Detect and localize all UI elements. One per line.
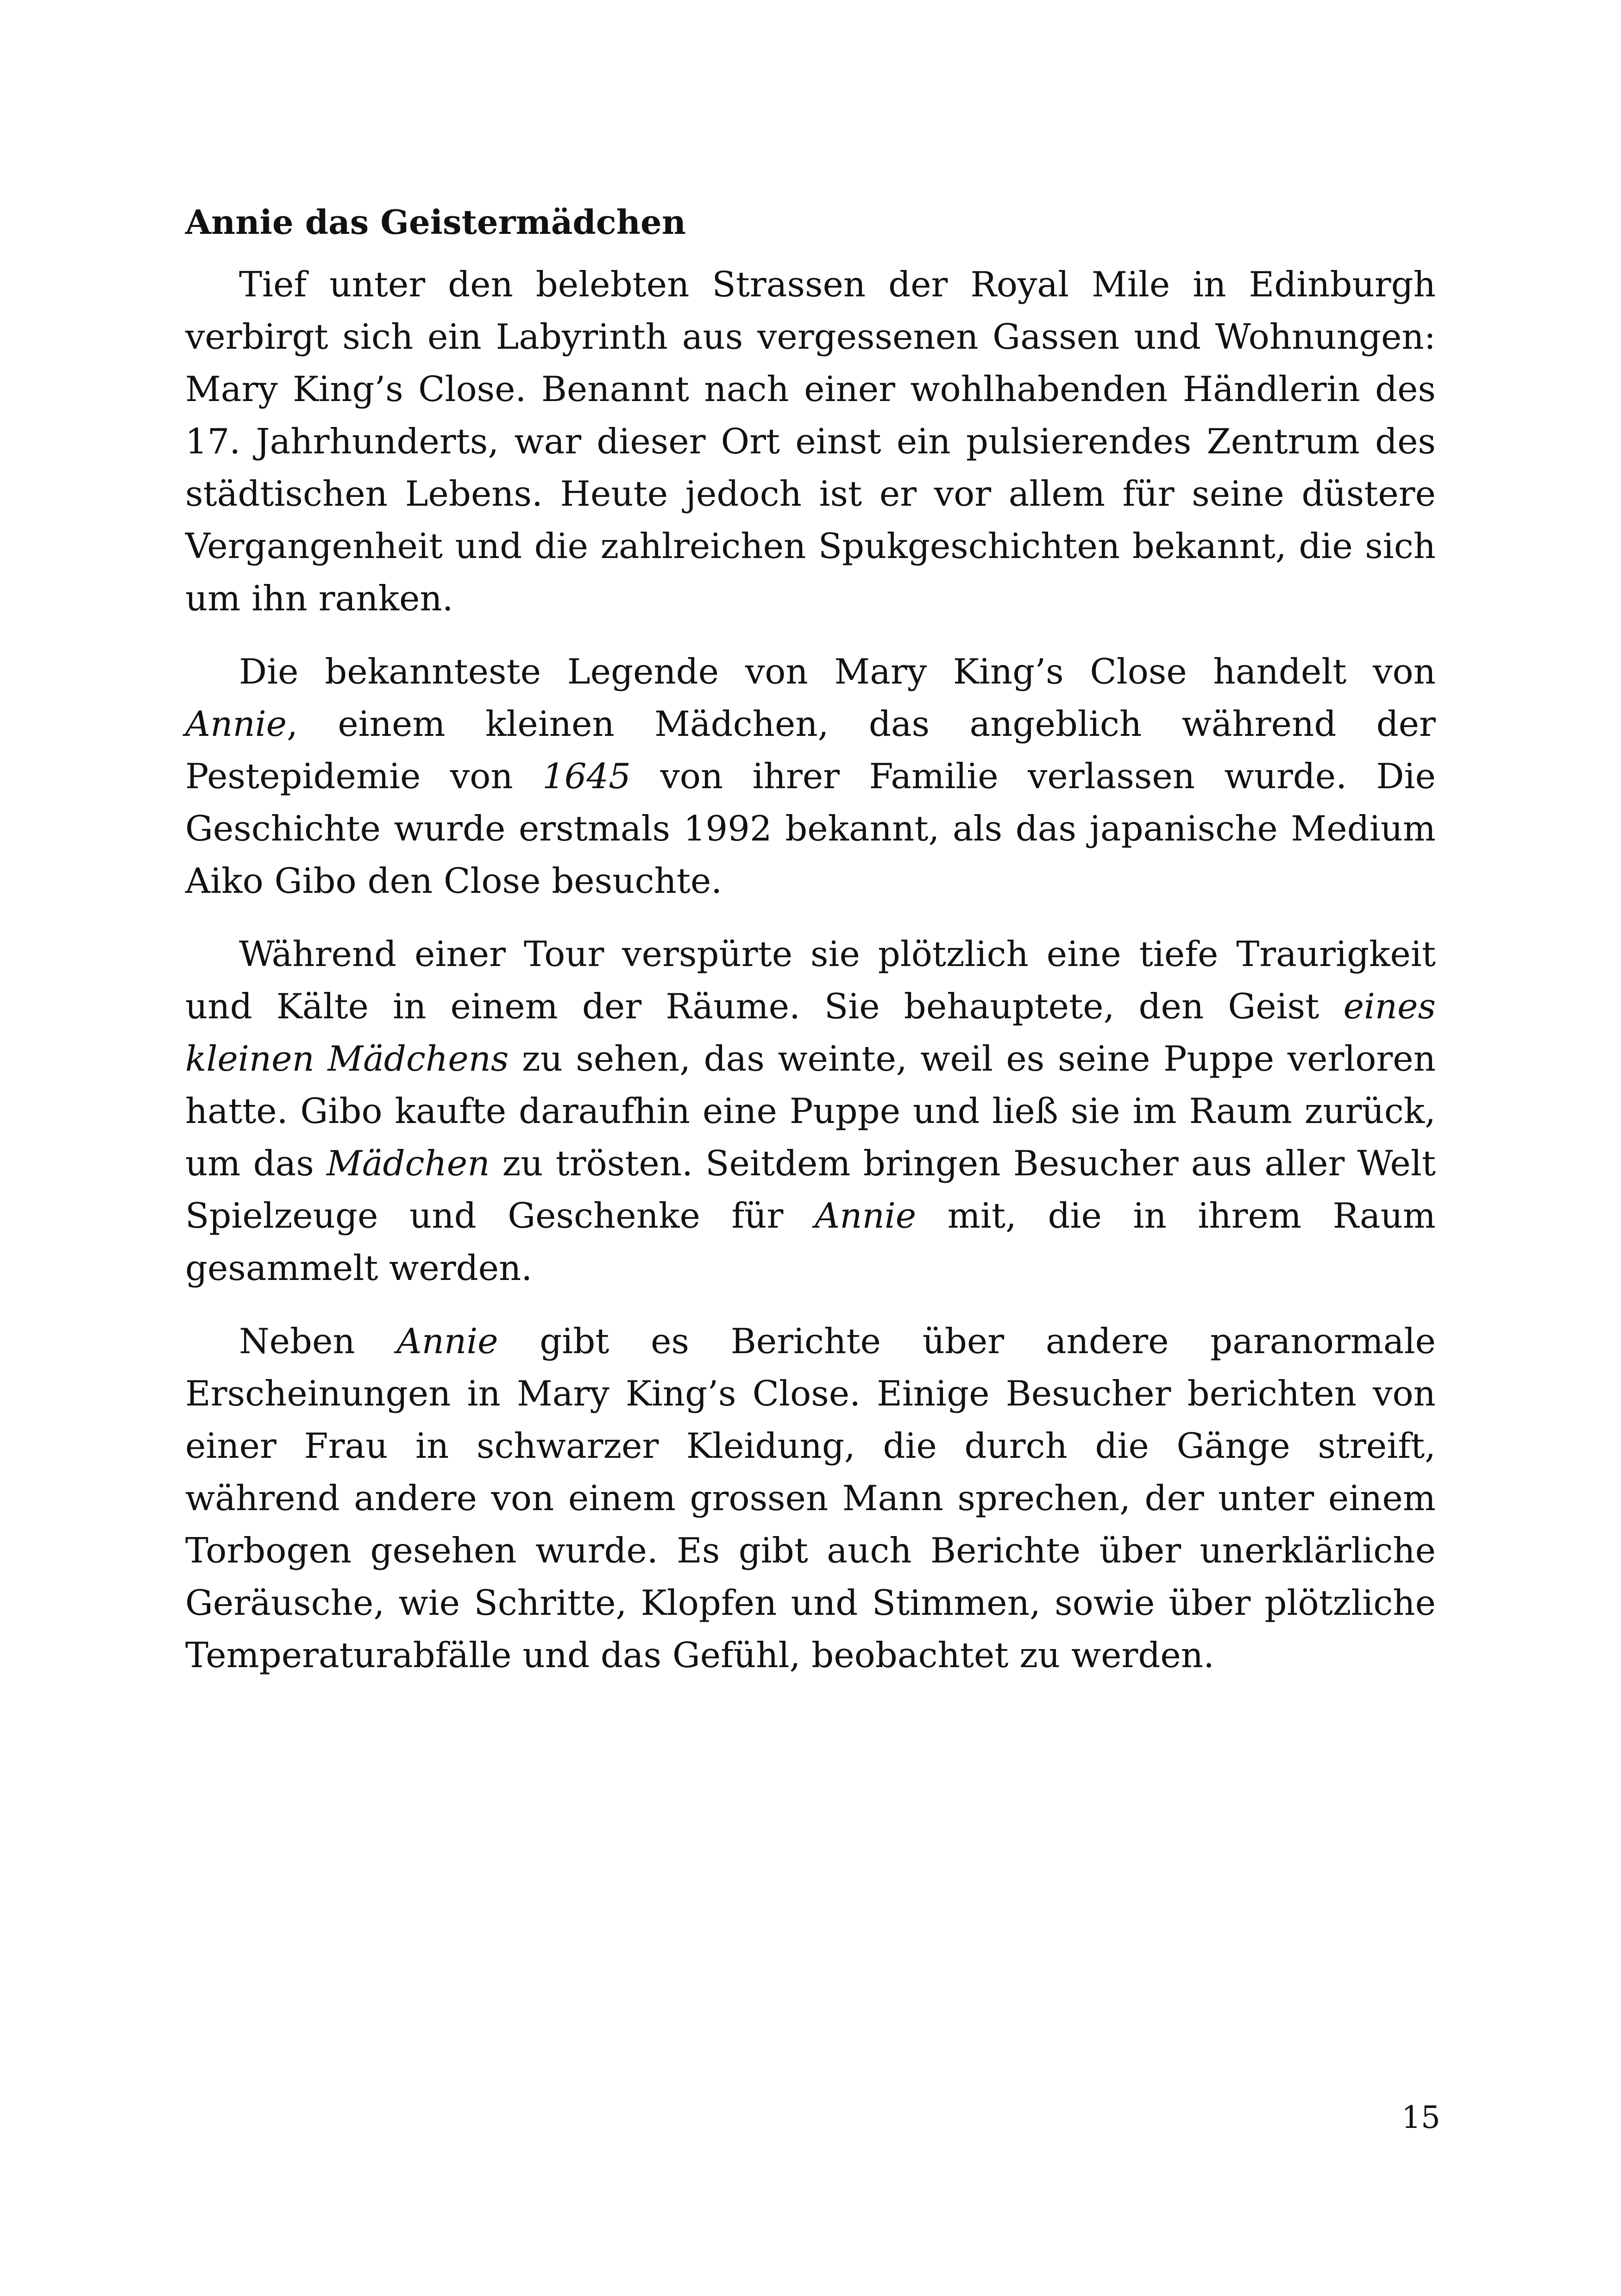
text-run: Neben <box>239 1321 397 1361</box>
page-number: 15 <box>1401 2100 1440 2135</box>
text-run: von ihrer Familie verlassen wurde. Die Geschichte wurde erstmals 1992 bekannt, als das japanische Medium Aiko Gibo den Close besuchte. <box>185 756 1436 901</box>
italic-text: Mädchen <box>326 1143 490 1184</box>
paragraph <box>185 258 1436 625</box>
italic-text: Annie <box>396 1321 498 1361</box>
text-run: zu trösten. Seitdem bringen Besucher aus aller Welt Spielzeuge und Geschenke für <box>185 1143 1436 1236</box>
paragraph <box>185 646 1436 907</box>
body-text <box>185 258 1436 1681</box>
text-run: Die bekannteste Legende von Mary King’s Close handelt von <box>239 651 1436 692</box>
italic-text: eines kleinen Mädchens <box>185 986 1436 1079</box>
chapter-heading: Annie das Geistermädchen <box>185 202 686 242</box>
page-content <box>185 199 1436 1702</box>
italic-text: 1645 <box>542 756 631 797</box>
italic-text: Annie <box>815 1195 917 1236</box>
text-run: , einem kleinen Mädchen, das angeblich während der Pestepidemie von <box>185 703 1436 797</box>
paragraph <box>185 1315 1436 1681</box>
text-run: gibt es Berichte über andere paranormale Erscheinungen in Mary King’s Close. Einige Besucher berichten von einer Frau in schwarzer Kleidung, die durch die Gänge streift, während andere von einem grossen Mann sprechen, der unter einem Torbogen gesehen wurde. Es gibt auch Berichte über unerklärliche Geräusche, wie Schritte, Klopfen und Stimmen, sowie über plötzliche Temperaturabfälle und das Gefühl, beobachtet zu werden. <box>185 1321 1436 1675</box>
paragraph <box>185 928 1436 1294</box>
text-run: Tief unter den belebten Strassen der Royal Mile in Edinburgh verbirgt sich ein Labyrinth aus vergessenen Gassen und Wohnungen: Mary King’s Close. Benannt nach einer wohlhabenden Händlerin des 17. Jahrhunderts, war dieser Ort einst ein pulsierendes Zentrum des städtischen Lebens. Heute jedoch ist er vor allem für seine düstere Vergangenheit und die zahlreichen Spukgeschichten bekannt, die sich um ihn ranken. <box>185 264 1436 619</box>
italic-text: Annie <box>185 703 287 744</box>
text-run: zu sehen, das weinte, weil es seine Puppe verloren hatte. Gibo kaufte daraufhin eine Puppe und ließ sie im Raum zurück, um das <box>185 1038 1436 1184</box>
text-run: mit, die in ihrem Raum gesammelt werden. <box>185 1195 1436 1288</box>
text-run: Während einer Tour verspürte sie plötzlich eine tiefe Traurigkeit und Kälte in einem der Räume. Sie behauptete, den Geist <box>185 934 1436 1027</box>
